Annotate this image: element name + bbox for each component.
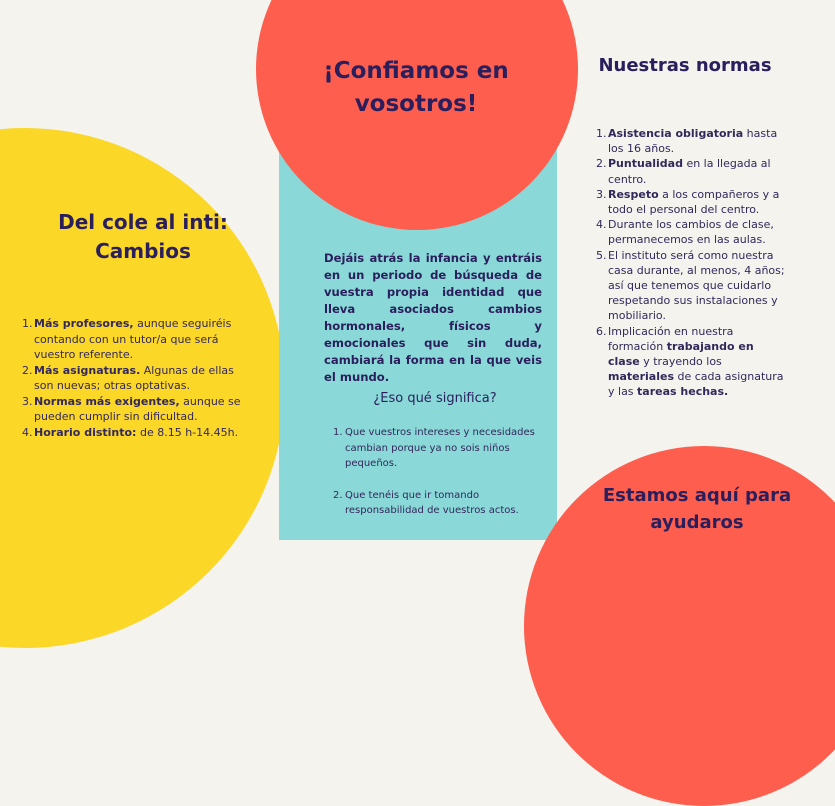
- list-item: [596, 324, 786, 400]
- cambios-list: [22, 316, 252, 440]
- item-text: El instituto será como nuestra casa durante, al menos, 4 años; así que tenemos que cuidarlo respetando sus instalaciones y mobiliario.: [608, 248, 785, 323]
- list-item: [22, 316, 252, 363]
- list-item: [596, 248, 786, 324]
- item-number: 3.: [596, 187, 607, 201]
- question-heading: ¿Eso qué significa?: [373, 391, 497, 406]
- item-text: Normas más exigentes, aunque se pueden cumplir sin dificultad.: [34, 394, 241, 423]
- list-item: [333, 425, 543, 472]
- list-item: [22, 425, 252, 441]
- normas-list: [596, 126, 786, 400]
- item-text: Más profesores, aunque seguiréis contando con un tutor/a que será vuestro referente.: [34, 317, 232, 361]
- item-number: 6.: [596, 324, 607, 338]
- list-item: [333, 488, 543, 519]
- item-text: Más asignaturas. Algunas de ellas son nuevas; otras optativas.: [34, 363, 234, 392]
- item-number: 5.: [596, 248, 607, 262]
- significa-list: [333, 425, 543, 519]
- list-item: [22, 394, 252, 425]
- item-text: Que vuestros intereses y necesidades cambian porque ya no sois niños pequeños.: [345, 427, 535, 469]
- ayudaros-title: Estamos aquí para ayudaros: [602, 485, 792, 533]
- item-text: Respeto a los compañeros y a todo el personal del centro.: [608, 187, 780, 217]
- item-text: Que tenéis que ir tomando responsabilidad de vuestros actos.: [345, 489, 519, 516]
- item-text: Durante los cambios de clase, permanecemos en las aulas.: [608, 218, 774, 247]
- item-text: Horario distinto: de 8.15 h-14.45h.: [34, 425, 239, 439]
- item-number: 3.: [22, 394, 33, 408]
- item-number: 4.: [596, 218, 607, 232]
- list-item: [596, 217, 786, 247]
- cole-title: Del cole al inti: Cambios: [58, 210, 228, 263]
- item-text: Implicación en nuestra formación trabajando en clase y trayendo los materiales de cada asignatura y las tareas hechas.: [608, 324, 784, 399]
- item-number: 1.: [22, 317, 33, 330]
- list-item: [596, 126, 786, 156]
- item-number: 4.: [22, 425, 33, 439]
- item-number: 2.: [333, 489, 343, 501]
- item-number: 2.: [596, 157, 607, 171]
- list-item: [22, 363, 252, 394]
- list-item: [596, 187, 786, 217]
- item-text: Puntualidad en la llegada al centro.: [608, 157, 771, 186]
- center-title: ¡Confiamos en vosotros!: [323, 58, 509, 117]
- item-text: Asistencia obligatoria hasta los 16 años.: [608, 127, 778, 156]
- intro-paragraph: Dejáis atrás la infancia y entráis en un periodo de búsqueda de vuestra propia identidad que lleva asociados cambios hormonales, físicos y emocionales que sin duda, cambiará la forma en la que veis el mundo.: [324, 251, 542, 384]
- item-number: 1.: [596, 127, 607, 140]
- list-item: [596, 156, 786, 186]
- item-number: 2.: [22, 363, 33, 377]
- item-number: 1.: [333, 427, 343, 438]
- normas-title: Nuestras normas: [598, 55, 772, 76]
